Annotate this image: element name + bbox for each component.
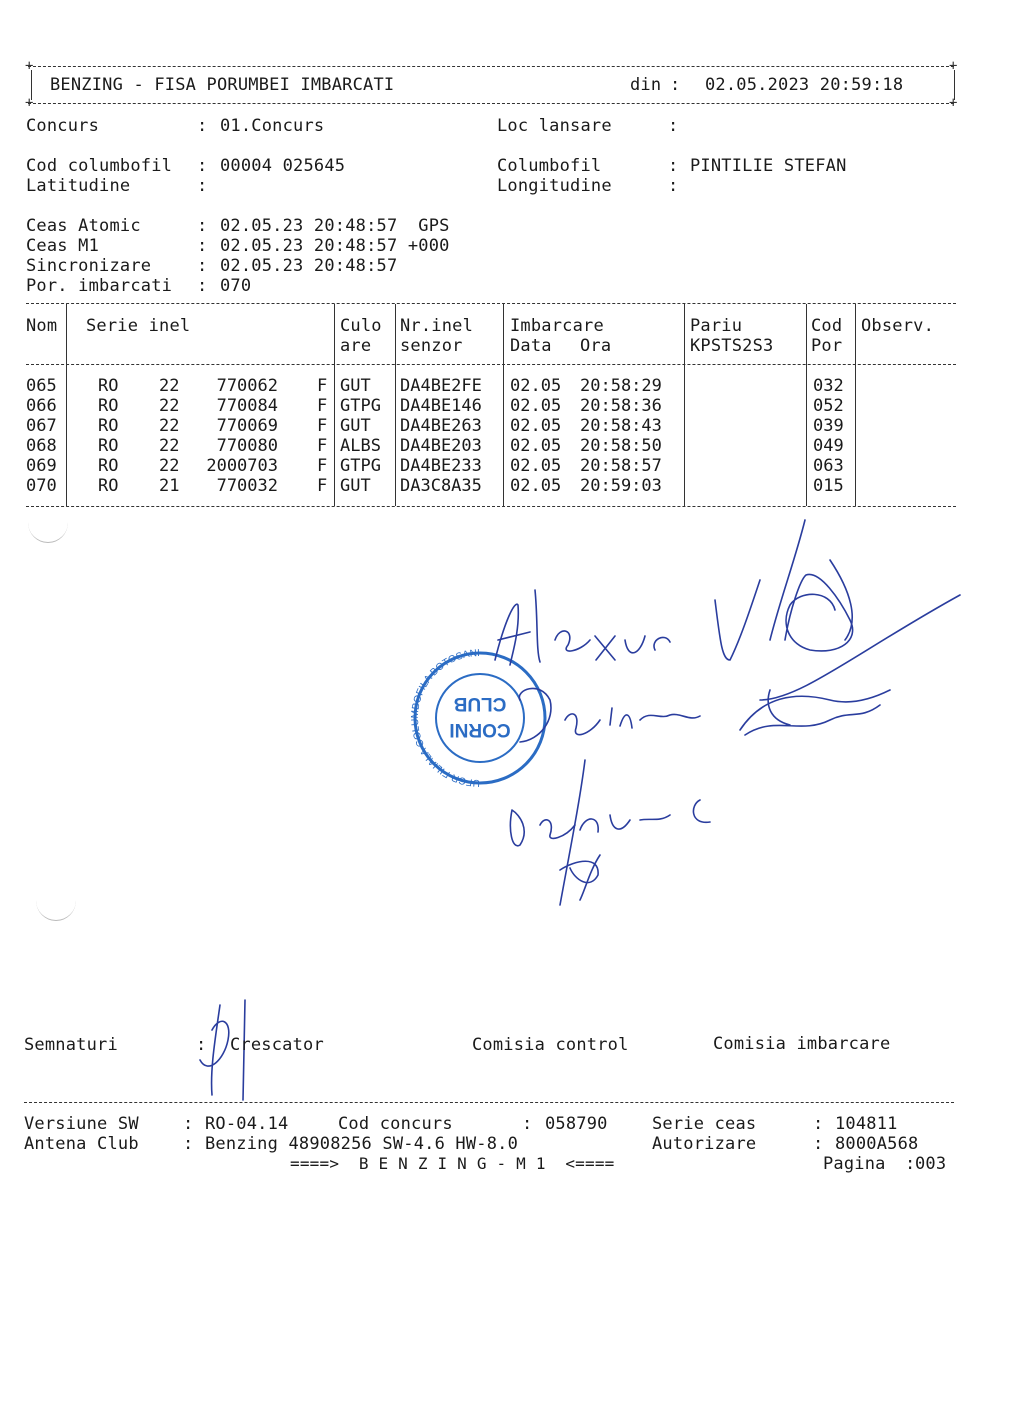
col-header-imbarcare: Imbarcare <box>510 316 604 336</box>
columbofil-label: Columbofil <box>497 156 602 176</box>
cell-culoare: GUT <box>340 476 371 496</box>
cell-ora: 20:58:29 <box>580 376 662 396</box>
signature-stroke <box>740 690 890 735</box>
sincronizare-value: 02.05.23 20:48:57 <box>220 256 398 276</box>
antena-club-label: Antena Club <box>24 1134 139 1154</box>
cod-columbofil-value: 00004 025645 <box>220 156 346 176</box>
pagina-value: 003 <box>915 1154 947 1174</box>
col-header-serie-inel: Serie inel <box>86 316 191 336</box>
col-header-ora: Ora <box>580 336 612 356</box>
por-imbarcati-value: 070 <box>220 276 252 296</box>
signature-stroke <box>510 800 710 846</box>
cod-concurs-label: Cod concurs <box>338 1114 453 1134</box>
cell-ora: 20:59:03 <box>580 476 662 496</box>
document-title: BENZING - FISA PORUMBEI IMBARCATI <box>50 75 395 95</box>
cell-tara: RO <box>98 456 119 476</box>
cell-data: 02.05 <box>510 436 562 456</box>
date-label: din <box>630 75 662 95</box>
signature-stroke <box>760 520 960 700</box>
cell-an: 22 <box>159 416 180 436</box>
cell-senzor: DA4BE233 <box>400 456 482 476</box>
cell-cod-por: 032 <box>813 376 844 396</box>
cell-senzor: DA4BE203 <box>400 436 482 456</box>
longitudine-label: Longitudine <box>497 176 612 196</box>
columbofil-value: PINTILIE STEFAN <box>690 156 847 176</box>
benzing-banner: ====> B E N Z I N G - M 1 <==== <box>290 1154 615 1173</box>
ceas-m1-value: 02.05.23 20:48:57 +000 <box>220 236 450 256</box>
cell-sex: F <box>317 396 328 416</box>
stamp-inner-ring <box>436 674 524 762</box>
cell-sex: F <box>317 436 328 456</box>
cell-nr-inel: 770069 <box>216 416 278 436</box>
pagina-label: Pagina <box>823 1154 886 1174</box>
col-header-pariu: Pariu <box>690 316 743 336</box>
concurs-label: Concurs <box>26 116 100 136</box>
crescator-label: Crescator <box>230 1035 324 1055</box>
cell-tara: RO <box>98 396 119 416</box>
cell-nom: 070 <box>26 476 57 496</box>
ceas-atomic-value: 02.05.23 20:48:57 GPS <box>220 216 450 236</box>
cell-data: 02.05 <box>510 476 562 496</box>
cell-senzor: DA4BE2FE <box>400 376 482 396</box>
col-header-cod: Cod <box>811 316 843 336</box>
cell-culoare: GUT <box>340 416 371 436</box>
stamp-ring-text: UFCR FILIALA COLUMBOFILA BOTOSANI <box>409 647 481 789</box>
col-header-observ: Observ. <box>861 316 935 336</box>
comisia-control-label: Comisia control <box>472 1035 629 1055</box>
col-header-por: Por <box>811 336 843 356</box>
versiune-sw-label: Versiune SW <box>24 1114 139 1134</box>
cell-culoare: GUT <box>340 376 371 396</box>
cell-data: 02.05 <box>510 396 562 416</box>
cod-concurs-value: 058790 <box>545 1114 608 1134</box>
cell-senzor: DA3C8A35 <box>400 476 482 496</box>
autorizare-value: 8000A568 <box>835 1134 919 1154</box>
cell-culoare: GTPG <box>340 396 381 416</box>
cell-sex: F <box>317 456 328 476</box>
cell-nom: 069 <box>26 456 57 476</box>
cell-an: 22 <box>159 396 180 416</box>
cell-ora: 20:58:57 <box>580 456 662 476</box>
cell-nom: 065 <box>26 376 57 396</box>
cell-tara: RO <box>98 476 119 496</box>
cell-ora: 20:58:43 <box>580 416 662 436</box>
cell-tara: RO <box>98 416 119 436</box>
col-header-culoare: Culo <box>340 316 382 336</box>
cell-sex: F <box>317 376 328 396</box>
cell-senzor: DA4BE263 <box>400 416 482 436</box>
cod-columbofil-label: Cod columbofil <box>26 156 173 176</box>
versiune-sw-value: RO-04.14 <box>205 1114 289 1134</box>
cell-data: 02.05 <box>510 376 562 396</box>
signature-stroke <box>560 760 600 905</box>
cell-cod-por: 039 <box>813 416 844 436</box>
cell-senzor: DA4BE146 <box>400 396 482 416</box>
cell-culoare: GTPG <box>340 456 381 476</box>
cell-an: 22 <box>159 376 180 396</box>
cell-cod-por: 049 <box>813 436 844 456</box>
comisia-imbarcare-label: Comisia imbarcare <box>713 1034 891 1054</box>
signature-stroke <box>519 688 700 742</box>
handwritten-signatures <box>200 520 960 1100</box>
cell-data: 02.05 <box>510 416 562 436</box>
cell-nom: 066 <box>26 396 57 416</box>
cell-an: 22 <box>159 436 180 456</box>
cell-tara: RO <box>98 436 119 456</box>
concurs-value: 01.Concurs <box>220 116 325 136</box>
sincronizare-label: Sincronizare <box>26 256 152 276</box>
cell-nom: 068 <box>26 436 57 456</box>
signature-stroke <box>715 574 853 660</box>
col-header-data: Data <box>510 336 552 356</box>
signature-stroke <box>555 631 670 660</box>
stamp-text-club: CLUB <box>453 693 507 714</box>
cell-data: 02.05 <box>510 456 562 476</box>
signature-stroke <box>495 590 540 665</box>
cell-ora: 20:58:36 <box>580 396 662 416</box>
ceas-m1-label: Ceas M1 <box>26 236 100 256</box>
por-imbarcati-label: Por. imbarcati <box>26 276 173 296</box>
serie-ceas-label: Serie ceas <box>652 1114 757 1134</box>
cell-sex: F <box>317 476 328 496</box>
col-header-nom: Nom <box>26 316 58 336</box>
cell-nr-inel: 770084 <box>216 396 278 416</box>
autorizare-label: Autorizare <box>652 1134 757 1154</box>
semnaturi-label: Semnaturi <box>24 1035 118 1055</box>
footer-top-border <box>24 1102 954 1103</box>
cell-cod-por: 063 <box>813 456 844 476</box>
cell-nom: 067 <box>26 416 57 436</box>
latitudine-label: Latitudine <box>26 176 131 196</box>
antena-club-value: Benzing 48908256 SW-4.6 HW-8.0 <box>205 1134 519 1154</box>
col-header-senzor: senzor <box>400 336 463 356</box>
cell-sex: F <box>317 416 328 436</box>
serie-ceas-value: 104811 <box>835 1114 898 1134</box>
cell-an: 21 <box>159 476 180 496</box>
cell-ora: 20:58:50 <box>580 436 662 456</box>
cell-nr-inel: 770032 <box>216 476 278 496</box>
document-date: 02.05.2023 20:59:18 <box>705 75 904 95</box>
cell-nr-inel: 2000703 <box>206 456 278 476</box>
cell-nr-inel: 770062 <box>216 376 278 396</box>
cell-culoare: ALBS <box>340 436 381 456</box>
loc-lansare-label: Loc lansare <box>497 116 612 136</box>
ceas-atomic-label: Ceas Atomic <box>26 216 141 236</box>
col-header-culoare-2: are <box>340 336 372 356</box>
cell-tara: RO <box>98 376 119 396</box>
cell-nr-inel: 770080 <box>216 436 278 456</box>
cell-cod-por: 015 <box>813 476 844 496</box>
cell-cod-por: 052 <box>813 396 844 416</box>
club-stamp <box>410 648 545 788</box>
col-header-pariu-2: KPSTS2S3 <box>690 336 774 356</box>
stamp-text-corni: CORNI <box>449 719 511 740</box>
cell-an: 22 <box>159 456 180 476</box>
col-header-nr-inel: Nr.inel <box>400 316 474 336</box>
